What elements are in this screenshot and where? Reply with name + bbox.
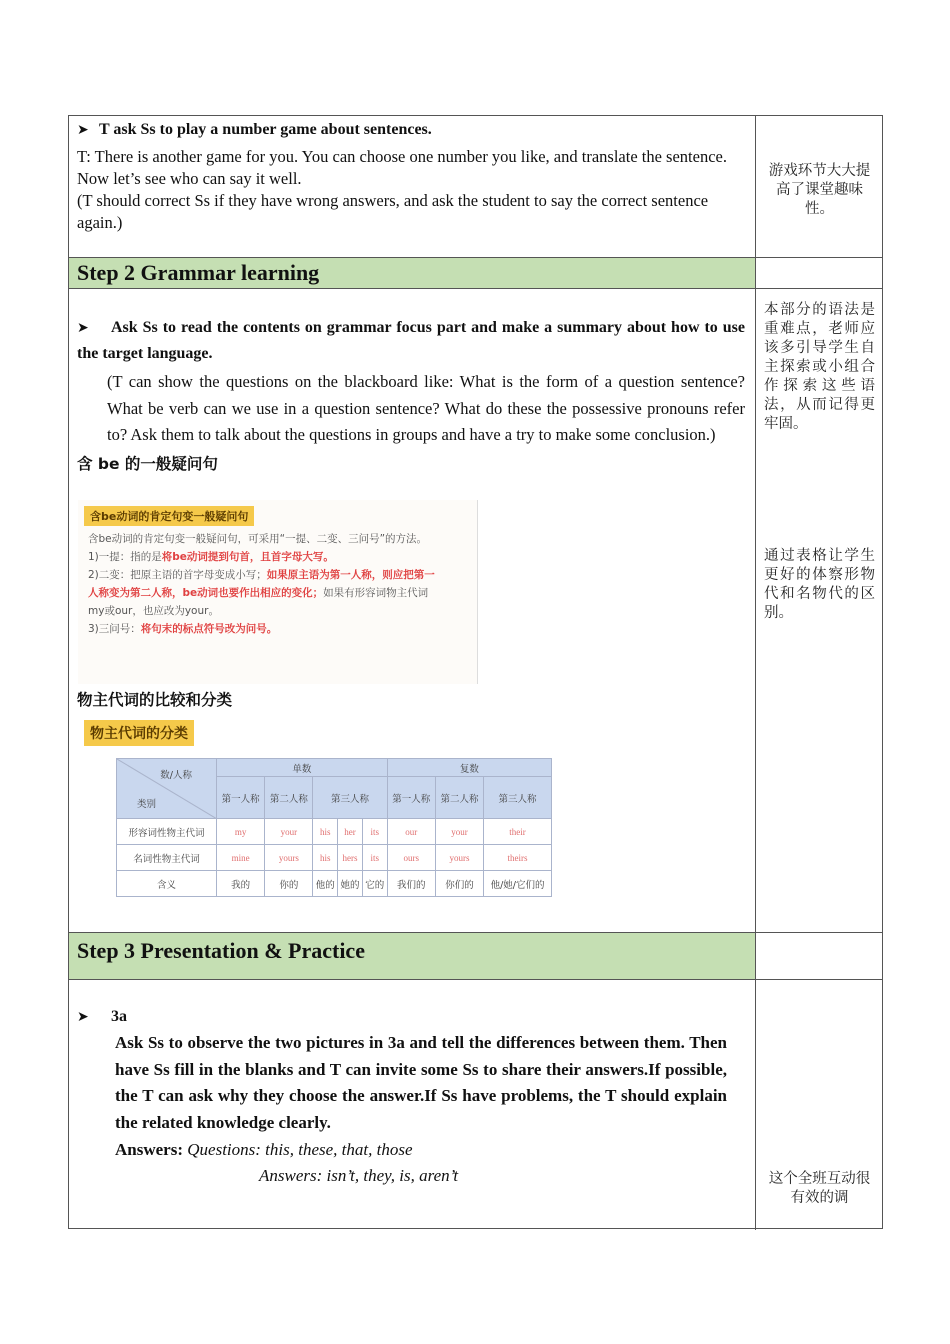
table-cell: her — [338, 819, 363, 845]
pronoun-table — [116, 758, 552, 897]
arrow-bullet-icon: ➤ — [77, 320, 89, 336]
answers-label: Answers: — [115, 1139, 183, 1159]
step-title: Step 2 Grammar learning — [69, 258, 755, 288]
image-line: 3)三问号：将句末的标点符号改为问号。 — [88, 623, 278, 635]
side-note: 这个全班互动很有效的调 — [768, 1171, 871, 1206]
table-cell: 我的 — [217, 871, 265, 897]
arrow-bullet-icon: ➤ — [77, 1009, 89, 1025]
table-cell: theirs — [484, 845, 552, 871]
paragraph: Ask Ss to observe the two pictures in 3a and tell the differences between them. Then have Ss fill in the blanks and T can invite some Ss to share their answers.If possible, the T can ask why they choose the answer.If Ss have problems, the T should explain the related knowledge clearly. — [115, 1033, 727, 1133]
subheading: 含 be 的一般疑问句 — [77, 454, 218, 473]
bullet-text: T ask Ss to play a number game about sentences. — [99, 121, 432, 138]
answers-answers: Answers: isn’t, they, is, aren’t — [259, 1165, 459, 1185]
row-label: 含义 — [117, 871, 217, 897]
paragraph: (T can show the questions on the blackboard like: What is the form of a question sentence? What be verb can we use in a question sentence? What do these the possessive pronouns refer to? Ask them to talk about the questions in groups and have a try to make some conclusion.) — [107, 372, 745, 444]
table-cell: ours — [387, 845, 435, 871]
table-cell: 它的 — [362, 871, 387, 897]
table-cell: yours — [435, 845, 483, 871]
table-cell: 你的 — [265, 871, 313, 897]
table-cell: yours — [265, 845, 313, 871]
arrow-bullet-icon: ➤ — [77, 122, 89, 138]
table-cell: 他/她/它们的 — [484, 871, 552, 897]
header-cell: 单数 — [217, 759, 388, 777]
image-text — [88, 530, 438, 638]
table-cell: 我们的 — [387, 871, 435, 897]
answers-line — [77, 1137, 727, 1163]
table-row — [69, 933, 882, 980]
header-cell: 第三人称 — [313, 777, 387, 819]
table-cell: your — [435, 819, 483, 845]
bullet-paragraph — [77, 315, 745, 367]
image-header: 含be动词的肯定句变一般疑问句 — [84, 506, 254, 526]
image-line: 含be动词的肯定句变一般疑问句，可采用“一提、二变、三问号”的方法。 — [88, 533, 428, 545]
table-row — [69, 116, 882, 258]
header-cell: 第一人称 — [217, 777, 265, 819]
table-cell: his — [313, 845, 338, 871]
table-row — [69, 980, 882, 1230]
answers-line — [77, 1163, 727, 1189]
table-cell: 她的 — [338, 871, 363, 897]
table-row — [69, 258, 882, 289]
table-cell: 他的 — [313, 871, 338, 897]
table-cell: your — [265, 819, 313, 845]
header-cell: 第二人称 — [265, 777, 313, 819]
table-cell: its — [362, 845, 387, 871]
table-cell: my — [217, 819, 265, 845]
side-note: 游戏环节大大提高了课堂趣味性。 — [768, 163, 871, 217]
row-label: 名词性物主代词 — [117, 845, 217, 871]
header-cell: 复数 — [387, 759, 551, 777]
table-cell: its — [362, 819, 387, 845]
header-cell: 第二人称 — [435, 777, 483, 819]
bullet-paragraph — [77, 1004, 727, 1030]
image-line: 1)一提：指的是将be动词提到句首，且首字母大写。 — [88, 551, 334, 563]
subheading: 物主代词的比较和分类 — [77, 691, 233, 709]
corner-cell: 数/人称 类别 — [117, 759, 217, 819]
image-line: 2)二变：把原主语的首字母变成小写；如果原主语为第一人称，则应把第一人称变为第二人称，be动词也要作出相应的变化；如果有形容词物主代词my或our，也应改为your。 — [88, 569, 435, 617]
header-cell: 第三人称 — [484, 777, 552, 819]
bullet-text: 3a — [111, 1008, 127, 1025]
table-cell: his — [313, 819, 338, 845]
side-note: 通过表格让学生更好的体察形物代和名物代的区别。 — [764, 548, 875, 621]
table-cell: their — [484, 819, 552, 845]
table-cell: hers — [338, 845, 363, 871]
paragraph: (T should correct Ss if they have wrong answers, and ask the student to say the correct sentence again.) — [77, 191, 709, 232]
table-cell: mine — [217, 845, 265, 871]
grammar-image-be-questions — [78, 500, 478, 684]
paragraph: T: There is another game for you. You can choose one number you like, and translate the sentence. Now let’s see who can say it well. — [77, 147, 727, 188]
table-cell: 你们的 — [435, 871, 483, 897]
step-title: Step 3 Presentation & Practice — [69, 933, 755, 979]
header-cell: 第一人称 — [387, 777, 435, 819]
answers-questions: Questions: this, these, that, those — [187, 1139, 413, 1159]
side-note: 本部分的语法是重难点，老师应该多引导学生自主探索或小组合作探索这些语法，从而记得更牢固。 — [764, 302, 875, 432]
image-header: 物主代词的分类 — [84, 720, 194, 746]
bullet-text: Ask Ss to read the contents on grammar focus part and make a summary about how to use the target language. — [77, 319, 745, 362]
table-cell: our — [387, 819, 435, 845]
row-label: 形容词性物主代词 — [117, 819, 217, 845]
